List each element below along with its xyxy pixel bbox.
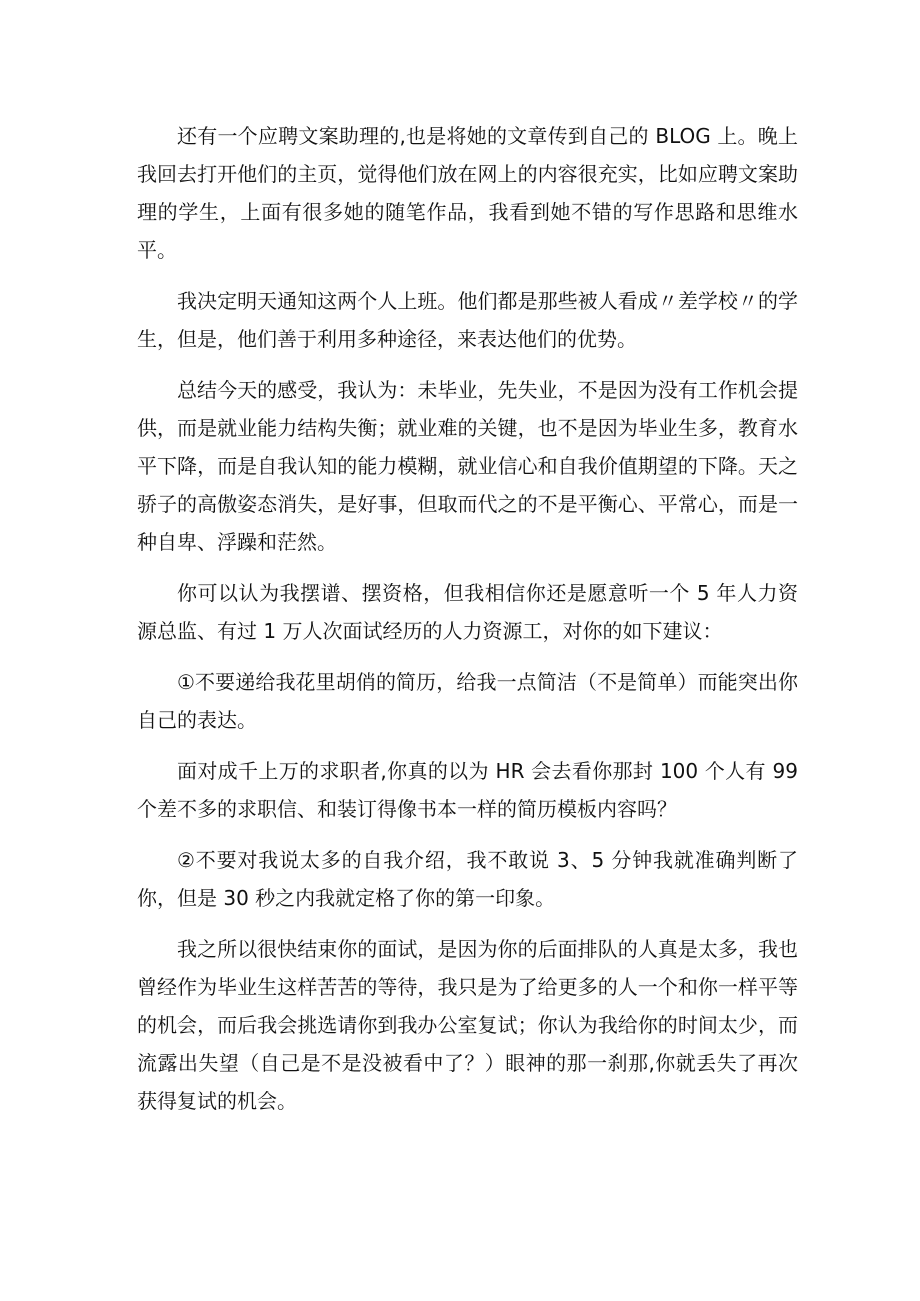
paragraph-4: 你可以认为我摆谱、摆资格，但我相信你还是愿意听一个 5 年人力资源总监、有过 1 万人次面试经历的人力资源工，对你的如下建议： (137, 581, 798, 643)
paragraph-1: 还有一个应聘文案助理的,也是将她的文章传到自己的 BLOG 上。晚上我回去打开他们的主页，觉得他们放在网上的内容很充实，比如应聘文案助理的学生，上面有很多她的随笔作品，我看到她不错的写作思路和思维水平。 (137, 124, 798, 262)
paragraph-6: 面对成千上万的求职者,你真的以为 HR 会去看你那封 100 个人有 99 个差不多的求职信、和装订得像书本一样的简历模板内容吗？ (137, 759, 798, 821)
paragraph-8: 我之所以很快结束你的面试，是因为你的后面排队的人真是太多，我也曾经作为毕业生这样苦苦的等待，我只是为了给更多的人一个和你一样平等的机会，而后我会挑选请你到我办公室复试；你认为我给你的时间太少，而流露出失望（自己是不是没被看中了？）眼神的那一刹那,你就丢失了再次获得复试的机会。 (137, 937, 798, 1113)
paragraph-2: 我决定明天通知这两个人上班。他们都是那些被人看成〃差学校〃的学生，但是，他们善于利用多种途径，来表达他们的优势。 (137, 289, 798, 351)
paragraph-7: ②不要对我说太多的自我介绍，我不敢说 3、5 分钟我就准确判断了你，但是 30 秒之内我就定格了你的第一印象。 (137, 848, 798, 910)
document-body (137, 117, 798, 1133)
paragraph-5: ①不要递给我花里胡俏的简历，给我一点简洁（不是简单）而能突出你自己的表达。 (137, 670, 798, 732)
paragraph-3: 总结今天的感受，我认为：未毕业，先失业，不是因为没有工作机会提供，而是就业能力结构失衡；就业难的关键，也不是因为毕业生多，教育水平下降，而是自我认知的能力模糊，就业信心和自我价值期望的下降。天之骄子的高傲姿态消失，是好事，但取而代之的不是平衡心、平常心，而是一种自卑、浮躁和茫然。 (137, 378, 798, 554)
